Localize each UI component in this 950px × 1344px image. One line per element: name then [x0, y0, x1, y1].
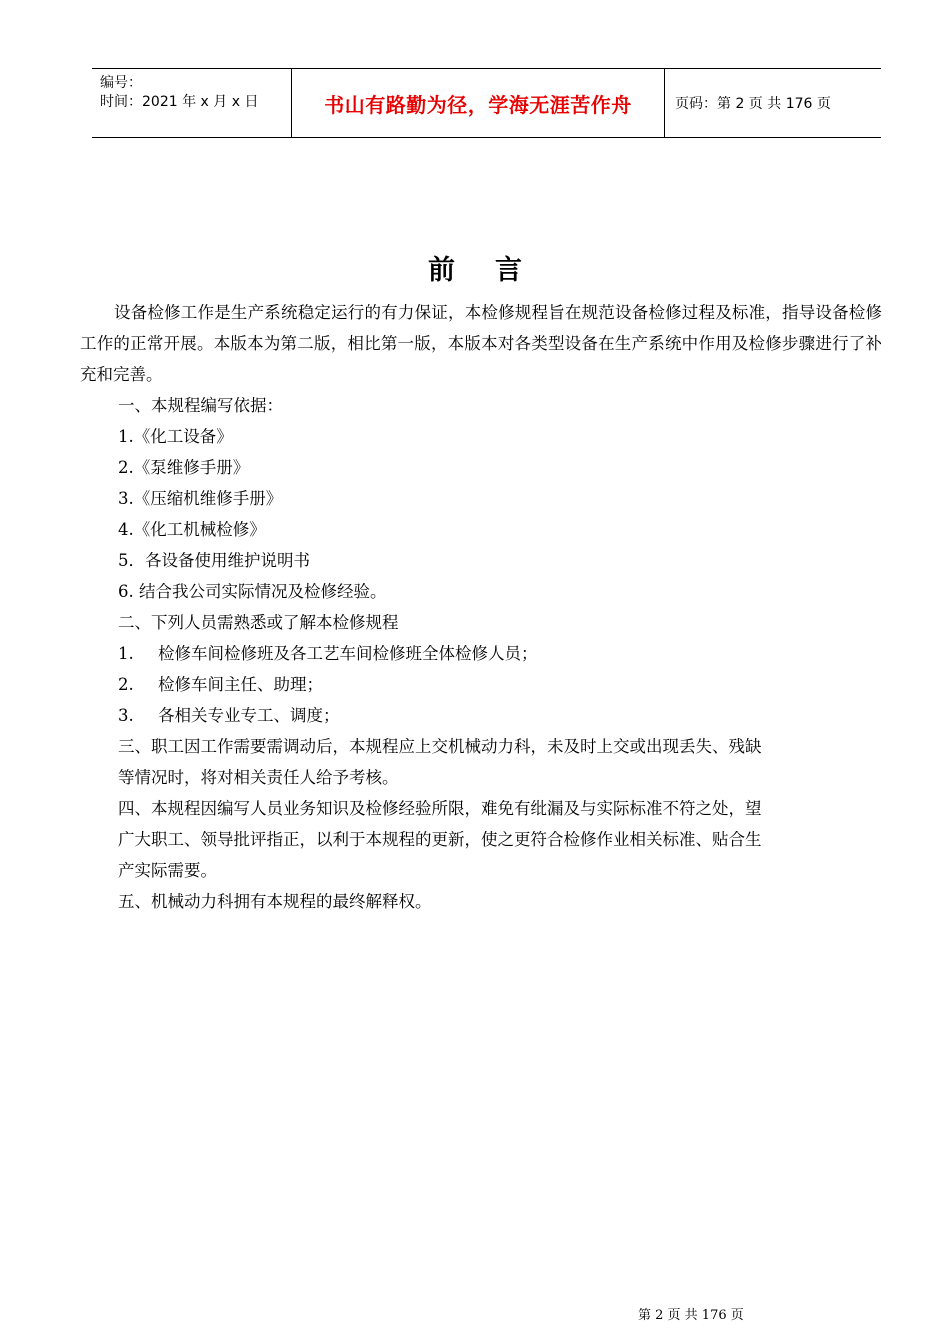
- document-title: 前言: [428, 255, 562, 286]
- section2-item-text: 检修车间主任、助理；: [158, 675, 323, 694]
- header-motto-cell: [292, 69, 665, 137]
- intro-paragraph: 设备检修工作是生产系统稳定运行的有力保证，本检修规程旨在规范设备检修过程及标准，指导设备检修工作的正常开展。本版本为第二版，相比第一版，本版本对各类型设备在生产系统中作用及检修步骤进行了补充和完善。: [80, 303, 882, 384]
- section2-item-number: 2.: [118, 675, 134, 694]
- header-motto: 书山有路勤为径，学海无涯苦作舟: [324, 92, 632, 117]
- section5-line: 五、机械动力科拥有本规程的最终解释权。: [118, 892, 432, 911]
- section2-item-number: 3.: [118, 706, 134, 725]
- section2-item-number: 1.: [118, 644, 134, 663]
- section1-item: 3.《压缩机维修手册》: [118, 489, 283, 508]
- header-page-label: 页码：第 2 页 共 176 页: [675, 96, 831, 112]
- section4-line: 广大职工、领导批评指正，以利于本规程的更新，使之更符合检修作业相关标准、贴合生: [118, 830, 762, 849]
- section3-line: 等情况时，将对相关责任人给予考核。: [118, 768, 399, 787]
- section1-item: 4.《化工机械检修》: [118, 520, 266, 539]
- document-number-label: 编号：: [100, 75, 142, 91]
- section1-item: 5．各设备使用维护说明书: [118, 551, 310, 570]
- section1-item: 2.《泵维修手册》: [118, 458, 250, 477]
- section1-item: 1.《化工设备》: [118, 427, 233, 446]
- section3-line: 三、职工因工作需要需调动后，本规程应上交机械动力科，未及时上交或出现丢失、残缺: [118, 737, 762, 756]
- header-page-cell: [665, 69, 881, 137]
- page-footer: 第 2 页 共 176 页: [638, 1308, 744, 1323]
- section4-line: 四、本规程因编写人员业务知识及检修经验所限，难免有纰漏及与实际标准不符之处，望: [118, 799, 762, 818]
- document-body: [80, 297, 882, 917]
- section4-line: 产实际需要。: [118, 861, 217, 880]
- section2-item-text: 检修车间检修班及各工艺车间检修班全体检修人员；: [158, 644, 538, 663]
- section2-heading: 二、下列人员需熟悉或了解本检修规程: [118, 613, 399, 632]
- header-info-cell: [92, 69, 292, 137]
- document-time-label: 时间：2021 年 x 月 x 日: [100, 94, 259, 110]
- section2-item: [80, 700, 882, 731]
- section2-item-text: 各相关专业专工、调度；: [158, 706, 340, 725]
- section2-item: [80, 669, 882, 700]
- section1-item: 6. 结合我公司实际情况及检修经验。: [118, 582, 387, 601]
- section2-item: [80, 638, 882, 669]
- document-header: [92, 68, 881, 138]
- section1-heading: 一、本规程编写依据：: [118, 396, 283, 415]
